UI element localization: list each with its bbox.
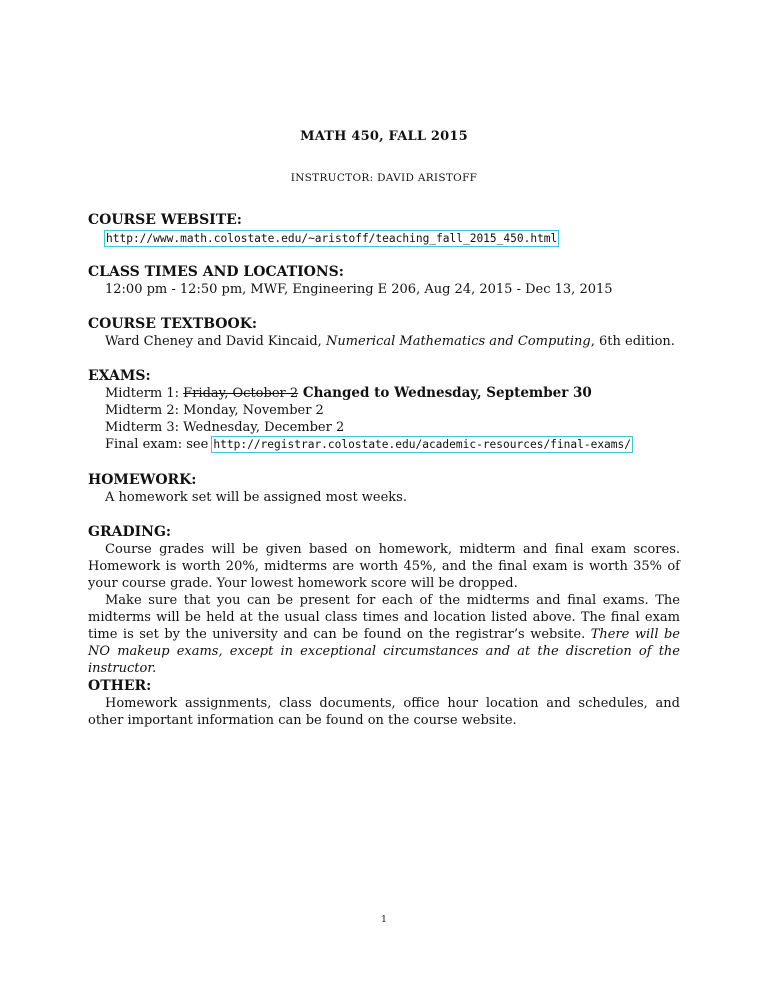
heading-textbook: COURSE TEXTBOOK: xyxy=(88,316,258,332)
grading-makeup-policy: There will be NO makeup exams, except in exceptional circumstances and at the discretion of the instructor. xyxy=(88,627,681,676)
heading-exams: EXAMS: xyxy=(88,368,151,384)
page-title: MATH 450, FALL 2015 xyxy=(300,129,468,144)
course-website-link[interactable]: http://www.math.colostate.edu/~aristoff/teaching_fall_2015_450.html xyxy=(106,232,558,245)
page-number: 1 xyxy=(381,915,387,925)
instructor-line: INSTRUCTOR: DAVID ARISTOFF xyxy=(290,172,478,184)
section-grading xyxy=(88,523,680,677)
document-page xyxy=(88,0,680,994)
grading-paragraph-2-text: Make sure that you can be present for each of the midterms and final exams. The midterms will be held at the usual class times and location listed above. The final exam time is set by the university and can be found on the registrar’s website. xyxy=(88,593,680,642)
section-class-times xyxy=(88,263,680,298)
heading-class-times: CLASS TIMES AND LOCATIONS: xyxy=(88,264,344,280)
class-times-text: 12:00 pm - 12:50 pm, MWF, Engineering E 206, Aug 24, 2015 - Dec 13, 2015 xyxy=(105,282,613,297)
section-other xyxy=(88,677,680,729)
midterm2-line: Midterm 2: Monday, November 2 xyxy=(105,403,324,418)
midterm1-label: Midterm 1: xyxy=(105,386,184,401)
section-textbook xyxy=(88,315,680,350)
heading-other: OTHER: xyxy=(88,678,152,694)
heading-grading: GRADING: xyxy=(88,524,172,540)
midterm1-old-date: Friday, October 2 xyxy=(183,386,299,401)
final-exam-label: Final exam: see xyxy=(105,437,213,452)
section-homework xyxy=(88,471,680,506)
section-exams xyxy=(88,367,680,453)
midterm1-line xyxy=(88,385,680,402)
midterm1-new-date: Changed to Wednesday, September 30 xyxy=(298,385,592,401)
textbook-authors: Ward Cheney and David Kincaid, xyxy=(105,334,326,349)
textbook-edition: , 6th edition. xyxy=(590,334,675,349)
grading-paragraph-2 xyxy=(88,592,680,677)
final-exams-link[interactable]: http://registrar.colostate.edu/academic-resources/final-exams/ xyxy=(213,438,632,451)
section-course-website xyxy=(88,211,680,247)
textbook-title: Numerical Mathematics and Computing xyxy=(325,334,591,349)
other-paragraph: Homework assignments, class documents, office hour location and schedules, and other important information can be found on the course website. xyxy=(88,696,680,728)
midterm3-line: Midterm 3: Wednesday, December 2 xyxy=(105,420,345,435)
homework-text: A homework set will be assigned most weeks. xyxy=(105,490,407,505)
heading-homework: HOMEWORK: xyxy=(88,472,197,488)
heading-course-website: COURSE WEBSITE: xyxy=(88,212,242,228)
final-exam-line xyxy=(88,436,680,453)
textbook-text xyxy=(88,333,680,350)
grading-paragraph-1: Course grades will be given based on homework, midterm and final exam scores. Homework is worth 20%, midterms are worth 45%, and the final exam is worth 35% of your course grade. Your lowest homework score will be dropped. xyxy=(88,542,680,591)
